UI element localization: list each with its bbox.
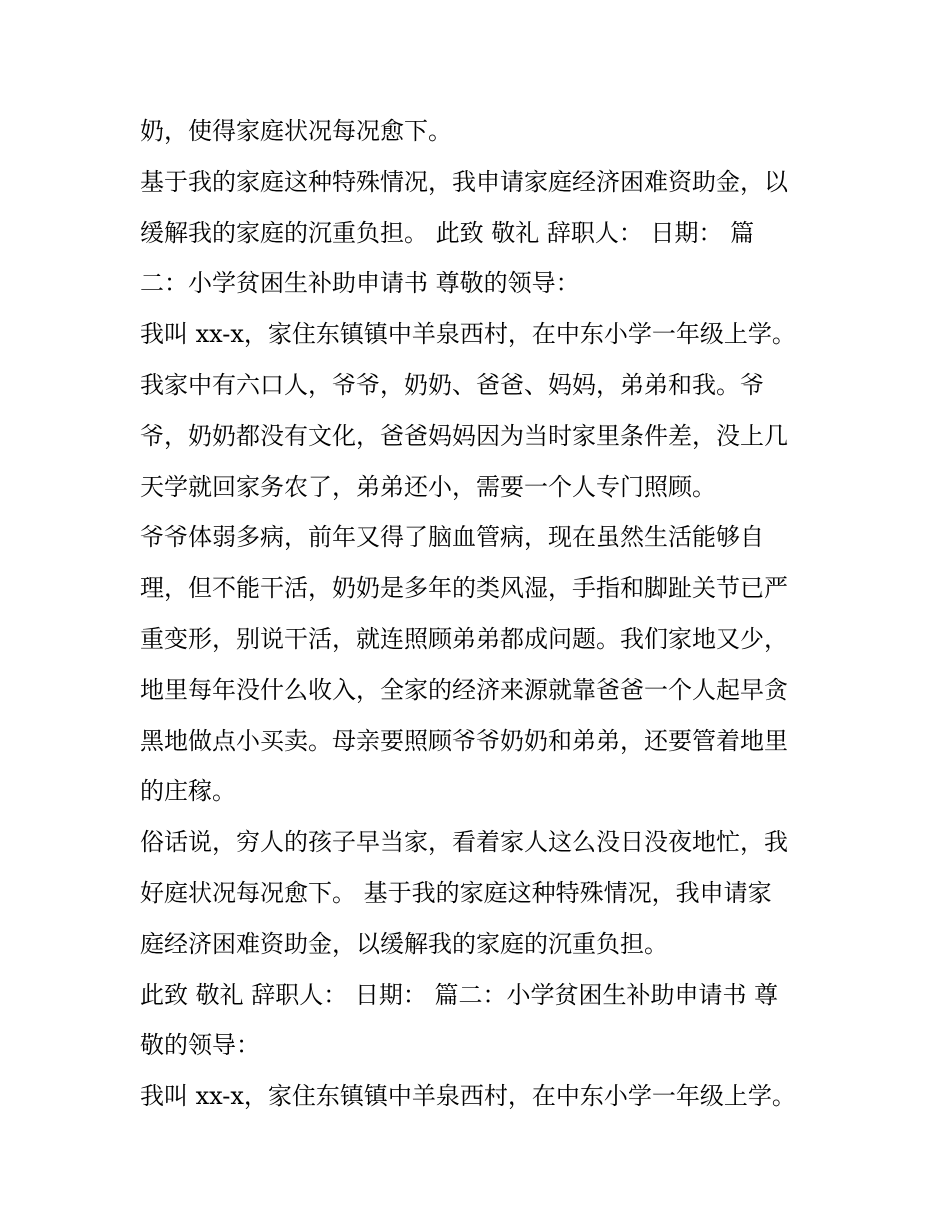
text-line: 敬的领导：: [140, 1031, 260, 1060]
text-line: 地里每年没什么收入，全家的经济来源就靠爸爸一个人起早贪: [140, 675, 788, 704]
text-line: 庭经济困难资助金，以缓解我的家庭的沉重负担。: [140, 929, 668, 958]
text-line: 重变形，别说干活，就连照顾弟弟都成问题。我们家地又少，: [140, 624, 788, 653]
text-line: 理，但不能干活，奶奶是多年的类风湿，手指和脚趾关节已严: [140, 574, 788, 603]
text-line: 黑地做点小买卖。母亲要照顾爷爷奶奶和弟弟，还要管着地里: [140, 726, 788, 755]
text-line: 好庭状况每况愈下。 基于我的家庭这种特殊情况，我申请家: [140, 878, 772, 907]
text-line: 我叫 xx-x，家住东镇镇中羊泉西村，在中东小学一年级上学。: [140, 1082, 796, 1111]
text-line: 我家中有六口人，爷爷，奶奶、爸爸、妈妈，弟弟和我。爷: [140, 370, 764, 399]
text-line: 爷，奶奶都没有文化，爸爸妈妈因为当时家里条件差，没上几: [140, 421, 788, 450]
document-body: [140, 106, 820, 1122]
text-line: 的庄稼。: [140, 777, 236, 806]
text-line: 爷爷体弱多病，前年又得了脑血管病，现在虽然生活能够自: [140, 523, 764, 552]
text-line: 奶，使得家庭状况每况愈下。: [140, 117, 452, 145]
text-line: 俗话说，穷人的孩子早当家，看着家人这么没日没夜地忙，我: [140, 828, 788, 857]
text-line: 缓解我的家庭的沉重负担。 此致 敬礼 辞职人： 日期： 篇: [140, 218, 755, 247]
text-line: 基于我的家庭这种特殊情况，我申请家庭经济困难资助金，以: [140, 167, 788, 196]
text-line: 天学就回家务农了，弟弟还小，需要一个人专门照顾。: [140, 472, 716, 501]
text-line: 此致 敬礼 辞职人： 日期： 篇二：小学贫困生补助申请书 尊: [140, 980, 779, 1009]
text-line: 二：小学贫困生补助申请书 尊敬的领导：: [140, 269, 580, 298]
text-line: 我叫 xx-x，家住东镇镇中羊泉西村，在中东小学一年级上学。: [140, 320, 796, 349]
